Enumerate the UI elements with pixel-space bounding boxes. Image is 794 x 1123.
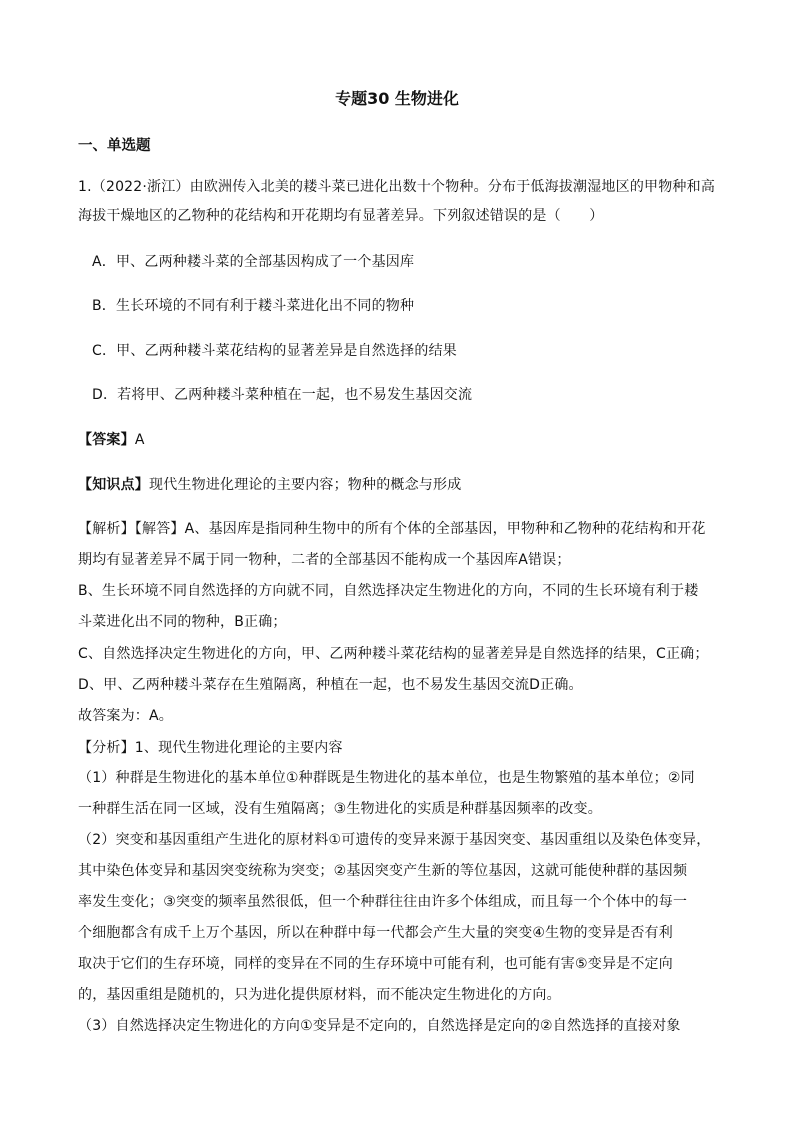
knowledge-line	[78, 474, 461, 494]
fenxi-line-2: （1）种群是生物进化的基本单位①种群既是生物进化的基本单位，也是生物繁殖的基本单位；②同	[78, 770, 695, 786]
analysis-line-7: 故答案为：A。	[78, 708, 173, 724]
fenxi-line-3: 一种群生活在同一区域，没有生殖隔离；③生物进化的实质是种群基因频率的改变。	[78, 801, 602, 817]
question-stem-line-2: 海拔干燥地区的乙物种的花结构和开花期均有显著差异。下列叙述错误的是（ ）	[78, 208, 604, 224]
option-b: B．生长环境的不同有利于耧斗菜进化出不同的物种	[92, 298, 415, 314]
analysis-line-5: C、自然选择决定生物进化的方向，甲、乙两种耧斗菜花结构的显著差异是自然选择的结果，C正确；	[78, 646, 709, 662]
fenxi-line-9: 的，基因重组是随机的，只为进化提供原材料，而不能决定生物进化的方向。	[78, 987, 561, 1003]
analysis-line-1: 【解析】【解答】A、基因库是指同种生物中的所有个体的全部基因，甲物种和乙物种的花结构和开花	[78, 521, 706, 537]
fenxi-line-1: 【分析】1、现代生物进化理论的主要内容	[78, 740, 343, 756]
answer-value: A	[134, 432, 145, 448]
section-heading: 一、单选题	[78, 138, 151, 154]
knowledge-value: 现代生物进化理论的主要内容；物种的概念与形成	[149, 477, 462, 493]
answer-label: 【答案】	[78, 432, 135, 448]
fenxi-line-8: 取决于它们的生存环境，同样的变异在不同的生存环境中可能有利，也可能有害⑤变异是不定向	[78, 956, 673, 972]
fenxi-line-7: 个细胞都含有成千上万个基因，所以在种群中每一代都会产生大量的突变④生物的变异是否有利	[78, 925, 673, 941]
fenxi-line-5: 其中染色体变异和基因突变统称为突变；②基因突变产生新的等位基因，这就可能使种群的基因频	[78, 863, 688, 879]
option-c: C．甲、乙两种耧斗菜花结构的显著差异是自然选择的结果	[92, 343, 457, 359]
knowledge-label: 【知识点】	[78, 477, 149, 493]
analysis-line-3: B、生长环境不同自然选择的方向就不同，自然选择决定生物进化的方向，不同的生长环境有利于耧	[78, 583, 699, 599]
option-a: A．甲、乙两种耧斗菜的全部基因构成了一个基因库	[92, 254, 415, 270]
analysis-line-4: 斗菜进化出不同的物种，B正确；	[78, 614, 287, 630]
question-stem-line-1: 1.（2022·浙江）由欧洲传入北美的耧斗菜已进化出数十个物种。分布于低海拔潮湿地区的甲物种和高	[78, 179, 716, 195]
fenxi-line-6: 率发生变化；③突变的频率虽然很低，但一个种群往往由许多个体组成，而且每一个个体中的每一	[78, 894, 688, 910]
page-title: 专题30 生物进化	[335, 89, 459, 108]
analysis-line-6: D、甲、乙两种耧斗菜存在生殖隔离，种植在一起，也不易发生基因交流D正确。	[78, 677, 583, 693]
analysis-line-2: 期均有显著差异不属于同一物种，二者的全部基因不能构成一个基因库A错误；	[78, 552, 571, 568]
fenxi-line-4: （2）突变和基因重组产生进化的原材料①可遗传的变异来源于基因突变、基因重组以及染色体变异，	[78, 832, 711, 848]
fenxi-line-10: （3）自然选择决定生物进化的方向①变异是不定向的，自然选择是定向的②自然选择的直接对象	[78, 1018, 681, 1034]
answer-line	[78, 429, 145, 449]
option-d: D．若将甲、乙两种耧斗菜种植在一起，也不易发生基因交流	[92, 387, 473, 403]
